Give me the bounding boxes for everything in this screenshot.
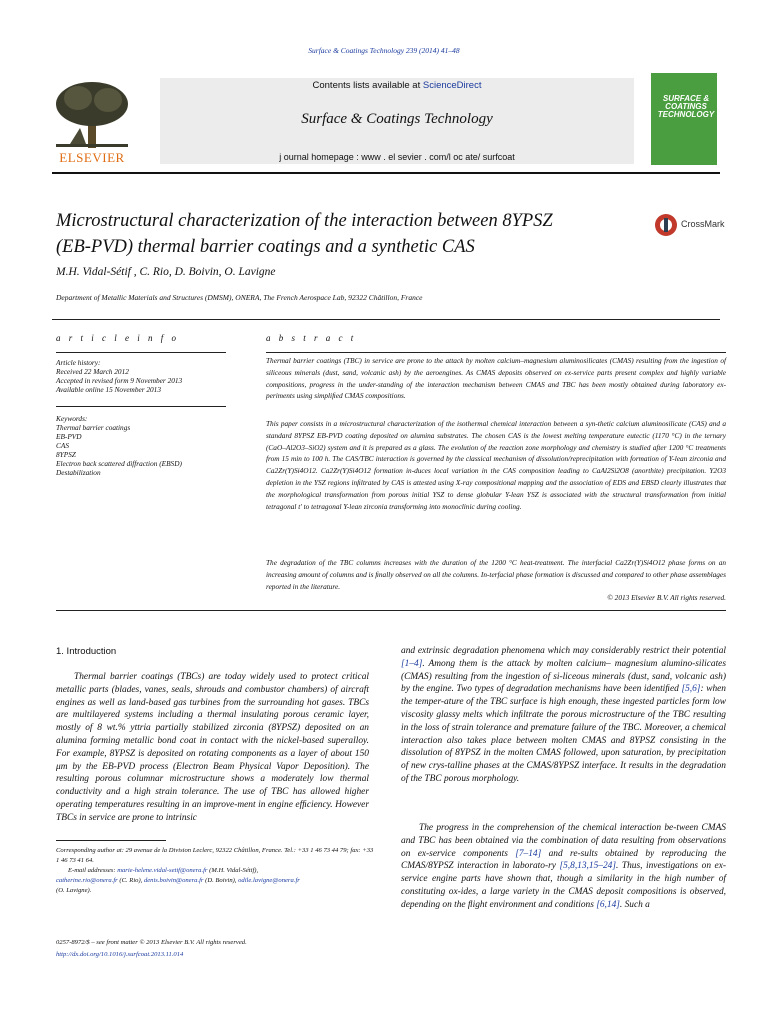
email-owner: (O. Lavigne). [56, 887, 92, 894]
intro-paragraph-left: Thermal barrier coatings (TBCs) are today widely used to protect critical metallic parts (blades, vanes, seals, shrouds and combustor chambers) of aircraft engines as well as land-based gas turbines from the surrounding hot gases. TBCs are multilayered systems including a thermal insulating porous ceramic layer, mostly of 8 wt.% yttria partially stabilized zirconia (8YPSZ) deposited on an alumina forming metallic bond coat in contact with the nickel-based superalloy. For example, 8YPSZ is deposited on rotating components as a layer of about 150 μm by the EB-PVD process (Electron Beam Physical Vapor Deposition). The resulting porous columnar microstructure shows a moderately low thermal conductivity and a high strain tolerance. The use of TBC has allowed higher operating temperatures resulting in an improve-ment in engine efﬁciency. However TBCs in service are prone to intrinsic [56, 672, 369, 823]
article-info-rule [56, 352, 226, 353]
keyword-item: 8YPSZ [56, 450, 76, 459]
text-run: The progress in the comprehension of the chemical interaction be-tween CMAS and TBC has been obtained via the combination of data resulting from observations on ex-service components [401, 823, 726, 859]
keyword-item: Thermal barrier coatings [56, 423, 131, 432]
history-online: Available online 15 November 2013 [56, 385, 161, 394]
email-addresses [56, 866, 376, 896]
article-info-heading: a r t i c l e i n f o [56, 333, 179, 343]
email-link[interactable]: marie-helene.vidal-setif@onera.fr [117, 867, 208, 874]
article-title: Microstructural characterization of the interaction between 8YPSZ (EB-PVD) thermal barrier coatings and a synthetic CAS [56, 211, 553, 257]
email-owner: (C. Rio), [117, 877, 144, 884]
journal-reference[interactable]: Surface & Coatings Technology 239 (2014) 41–48 [308, 46, 460, 55]
citation-link[interactable]: [5,8,13,15–24] [559, 861, 616, 872]
abstract-heading: a b s t r a c t [266, 333, 357, 343]
abstract-copyright: © 2013 Elsevier B.V. All rights reserved. [607, 593, 726, 602]
corresponding-author-note: Corresponding author at: 29 avenue de la Division Leclerc, 92322 Châtillon, France. Tel.: +33 1 46 73 44 79; fax: +33 1 46 73 41 64. [56, 847, 374, 864]
citation-link[interactable]: [6,14] [596, 899, 620, 910]
crossmark-label[interactable]: CrossMark [681, 219, 725, 229]
footnote-rule [56, 840, 166, 841]
abstract-paragraph-3: The degradation of the TBC columns increases with the duration of the 1200 °C heat-treatment. The interfacial Ca2Zr(Y)Si4O12 phase forms on an increasing amount of columns and is ﬁnally observed on all the columns. In-terfacial phase formation is discussed and compared to other phase assemblages reported in the literature. [266, 558, 726, 591]
intro-paragraph-right-1 [401, 645, 726, 786]
keywords-rule [56, 406, 226, 407]
history-received: Received 22 March 2012 [56, 367, 129, 376]
journal-name: Surface & Coatings Technology [301, 111, 493, 127]
text-run: and extrinsic degradation phenomena which may considerably restrict their potential [401, 646, 726, 656]
contents-line [160, 80, 634, 91]
journal-cover-title: SURFACE & COATINGS TECHNOLOGY [657, 94, 715, 119]
doi-link[interactable]: http://dx.doi.org/10.1016/j.surfcoat.2013.11.014 [56, 951, 184, 958]
history-accepted: Accepted in revised form 9 November 2013 [56, 376, 183, 385]
citation-link[interactable]: [1–4] [401, 658, 423, 669]
issn-line: 0257-8972/$ – see front matter © 2013 Elsevier B.V. All rights reserved. [56, 939, 247, 946]
keyword-item: Electron back scattered diffraction (EBSD) [56, 459, 182, 468]
article-history [56, 358, 246, 394]
abstract-paragraph-1: Thermal barrier coatings (TBC) in service are prone to the attack by molten calcium–magnesium aluminosilicates (CMAS) resulting from the ingestion of siliceous minerals (dust, sand, volcanic ash) by the aeroengines. As CMAS deposits observed on ex-service parts present complex and highly variable compositions, progress in the under-standing of the interaction mechanism between CMAS and TBC has been mostly obtained during laboratory ex-periments using simpliﬁed CMAS compositions. [266, 356, 726, 401]
email-owner: (D. Boivin), [203, 877, 239, 884]
abstract-bottom-rule [56, 610, 726, 611]
email-owner: (M.H. Vidal-Sétif), [207, 867, 259, 874]
keywords-list [56, 414, 256, 477]
section-heading-introduction: 1. Introduction [56, 646, 117, 657]
email-link[interactable]: denis.boivin@onera.fr [143, 877, 204, 884]
email-link[interactable]: odile.lavigne@onera.fr [238, 877, 300, 884]
email-label: E-mail addresses: [68, 867, 118, 874]
text-run: : when the temper-ature of the TBC surface is high enough, these ingested particles form low viscosity glassy melts which inﬁltrate the porous microstructure of the TBC resulting in the loss of strain tolerance and premature failure of the TBC. Moreover, a chemical interaction also takes place between molten CMAS and 8YPSZ consisting in the dissolution of 8YPSZ in the molten CMAS followed, upon saturation, by precipitation of new crys-talline phases at the CMAS/8YPSZ interface. It results in the degradation of the TBC porous morphology. [401, 684, 726, 784]
article-authors: M.H. Vidal-Sétif , C. Rio, D. Boivin, O. Lavigne [56, 266, 276, 278]
elsevier-wordmark: ELSEVIER [59, 150, 125, 165]
header-divider [52, 172, 720, 174]
citation-link[interactable]: [5,6] [681, 684, 701, 695]
journal-homepage[interactable]: j ournal homepage : www . el sevier . com/l oc ate/ surfcoat [279, 152, 515, 162]
text-run: . Thus, investigations on ex-service engine parts have shown that, though a similarity in the high number of constituting ox-ides, a large variety in the CMAS deposit compositions is observed, depending on the ﬂight environment and conditions [401, 861, 726, 910]
text-run: . Such a [619, 899, 650, 910]
keywords-label: Keywords: [56, 414, 88, 423]
abstract-rule [266, 352, 726, 353]
keyword-item: CAS [56, 441, 69, 450]
text-run: and re-sults obtained by reproducing the CMAS/8YPSZ interaction in laborato-ry [401, 848, 726, 872]
author-affiliation: Department of Metallic Materials and Structures (DMSM), ONERA, The French Aerospace Lab, 92322 Châtillon, France [56, 293, 423, 302]
intro-paragraph-right-2 [401, 822, 726, 912]
title-divider [52, 319, 720, 320]
text-run: . Among them is the attack by molten calcium– magnesium alumino-silicates (CMAS) resulting from the ingestion of si-liceous minerals (dust, sand, volcanic ash) by the engine. Two types of degradation mechanisms have been identiﬁed [401, 658, 726, 695]
keyword-item: EB-PVD [56, 432, 82, 441]
keyword-item: Destabilization [56, 468, 101, 477]
email-link[interactable]: catherine.rio@onera.fr [56, 877, 118, 884]
history-label: Article history: [56, 358, 101, 367]
journal-cover-thumbnail[interactable] [651, 73, 717, 165]
abstract-paragraph-2: This paper consists in a microstructural characterization of the isothermal chemical interaction between a syn-thetic calcium aluminosilicate (CAS) and a standard 8YPSZ EB-PVD coating deposited on alumina substrates. The chosen CAS is the lowest melting temperature eutectic (1170 °C) in the ternary (CaO–Al2O3–SiO2) system and it is prepared as a glass. The evolution of the reaction zone morphology and chemistry is studied after 1200 °C treatments from 15 min to 100 h. The CAS/TBC interaction is governed by the classical mechanism of dissolution/reprecipitation with formation of Y-lean zirconia and Ca2Zr(Y)Si4O12. Ca2Zr(Y)Si4O12 formation in-duces local variation in the CAS composition leading to CaAl2Si2O8 (anorthite) precipitation. Y2O3 depletion in the YSZ regions inﬁltrated by CAS is attested using X-ray compositional mapping and the association of EDS and EBSD clearly illustrates that the morphological transformation from porous initial YSZ to dense globular Y-lean YSZ is associated with the structural transformation from initial tetragonal t' to tetragonal Y-lean zirconia transforming into monoclinic during cooling. [266, 419, 726, 511]
contents-prefix: Contents lists available at [312, 80, 423, 91]
citation-link[interactable]: [7–14] [515, 848, 542, 859]
sciencedirect-link[interactable]: ScienceDirect [422, 80, 482, 91]
